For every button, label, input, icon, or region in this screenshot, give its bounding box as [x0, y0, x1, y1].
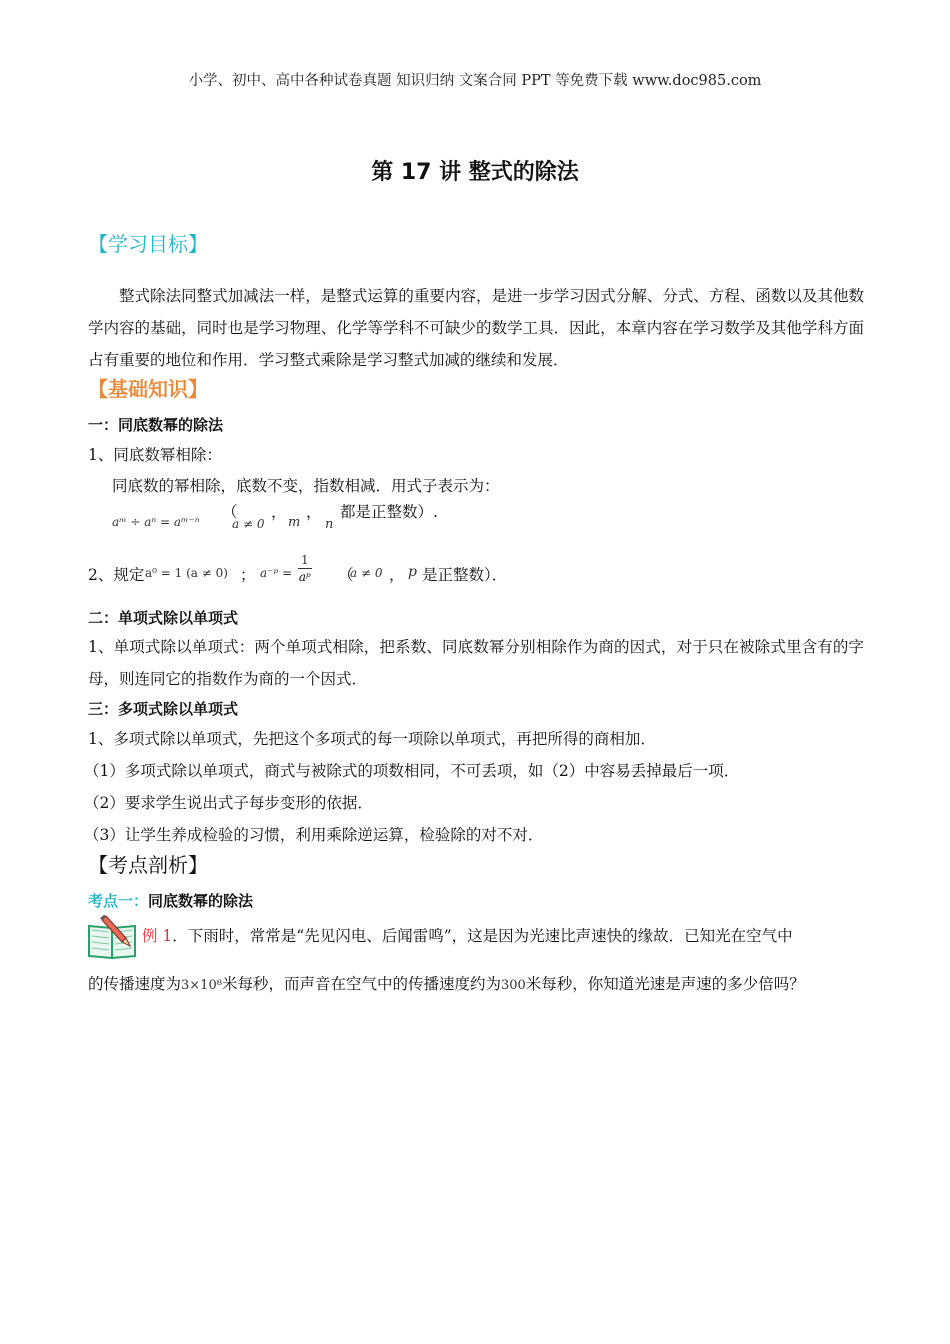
part2-text: 1、单项式除以单项式：两个单项式相除，把系数、同底数幂分别相除作为商的因式，对于只在被除式里含有的字母，则连同它的指数作为商的一个因式． — [88, 638, 864, 688]
cond2-p: p — [408, 564, 417, 580]
section-basics-heading: 【基础知识】 — [88, 377, 208, 401]
cond2-a-nonzero: a ≠ 0 — [350, 566, 383, 580]
cond-m: m — [288, 515, 301, 530]
example-text-2b: 米每秒，而声音在空气中的传播速度约为 — [221, 975, 501, 993]
cond2-open: （ — [338, 566, 354, 584]
part1-rule: 同底数的幂相除，底数不变，指数相减．用式子表示为： — [112, 477, 500, 495]
cond-comma-1: ， — [271, 503, 287, 521]
zero-power-rule: a⁰ = 1 (a ≠ 0) — [145, 566, 228, 580]
part3-item1: 1、多项式除以单项式，先把这个多项式的每一项除以单项式，再把所得的商相加． — [88, 730, 656, 748]
book-pen-icon — [86, 914, 142, 960]
cond-n: n — [325, 517, 334, 532]
page-header: 小学、初中、高中各种试卷真题 知识归纳 文案合同 PPT 等免费下载 www.doc985.com — [188, 73, 762, 89]
cond-open-paren: （ — [222, 503, 238, 521]
division-formula: aᵐ ÷ aⁿ = aᵐ⁻ⁿ — [112, 515, 200, 529]
part3-heading: 三：多项式除以单项式 — [88, 700, 239, 718]
kaodian-label: 考点一： — [88, 892, 149, 910]
part1-item1: 1、同底数幂相除： — [88, 446, 222, 464]
example-text-2a: 的传播速度为 — [88, 975, 182, 993]
part1-heading: 一：同底数幂的除法 — [88, 416, 224, 434]
part1-item2-prefix: 2、规定 — [88, 566, 145, 584]
example-line1 — [142, 924, 793, 946]
fraction-denominator: aᵖ — [298, 570, 311, 584]
part2-heading: 二：单项式除以单项式 — [88, 609, 239, 627]
cond-tail: 都是正整数）. — [340, 503, 438, 521]
part3-note3: （3）让学生养成检验的习惯，利用乘除逆运算，检验除的对不对． — [84, 826, 544, 844]
example-text-1: ．下雨时，常常是“先见闪电、后闻雷鸣”，这是因为光速比声速快的缘故．已知光在空气中 — [172, 927, 793, 945]
page-title: 第 17 讲 整式的除法 — [371, 160, 579, 185]
example-line2 — [88, 972, 805, 994]
kaodian-heading — [88, 890, 253, 911]
fraction-numerator: 1 — [298, 552, 312, 569]
negative-power-fraction — [298, 552, 312, 585]
part3-note2: （2）要求学生说出式子每步变形的依据． — [84, 794, 373, 812]
section-analysis-heading: 【考点剖析】 — [88, 853, 208, 877]
cond2-tail: 是正整数）． — [422, 566, 508, 584]
kaodian-title: 同底数幂的除法 — [148, 892, 254, 910]
negative-power-lhs: a⁻ᵖ = — [260, 566, 293, 580]
goals-paragraph: 整式除法同整式加减法一样，是整式运算的重要内容，是进一步学习因式分解、分式、方程、函数以及其他数学内容的基础，同时也是学习物理、化学等学科不可缺少的数学工具．因此，本章内容在学习数学及其他学科方面占有重要的地位和作用．学习整式乘除是学习整式加减的继续和发展． — [88, 287, 864, 369]
part3-note1: （1）多项式除以单项式，商式与被除式的项数相同，不可丢项，如（2）中容易丢掉最后一项． — [84, 762, 740, 780]
cond2-comma: ， — [389, 566, 405, 584]
light-speed-value: 3×10⁸ — [181, 978, 222, 993]
cond-a-nonzero: a ≠ 0 — [232, 517, 265, 531]
example-text-2c: 米每秒，你知道光速是声速的多少倍吗？ — [525, 975, 805, 993]
section-goals-heading: 【学习目标】 — [88, 232, 208, 256]
sound-speed-value: 300 — [500, 978, 526, 993]
cond-comma-2: ， — [306, 503, 322, 521]
example-label: 例 1 — [142, 927, 173, 945]
semicolon: ； — [240, 566, 256, 584]
